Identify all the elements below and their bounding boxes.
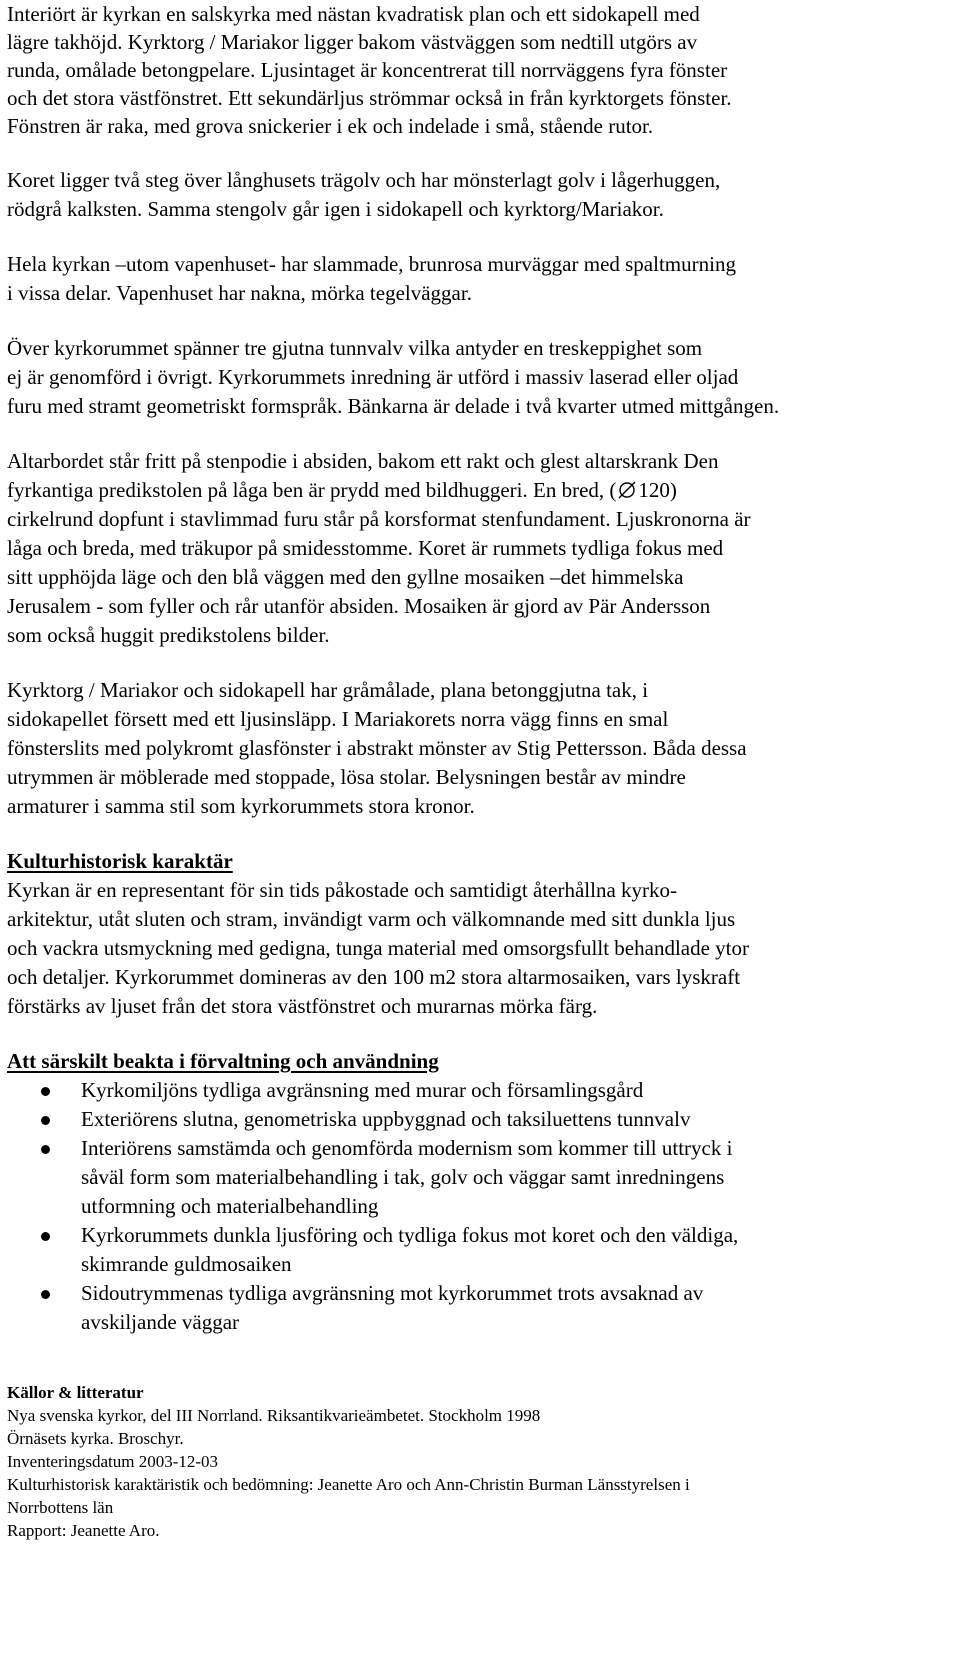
section-heading: Att särskilt beakta i förvaltning och användning [7, 1049, 439, 1073]
text-line: Kyrktorg / Mariakor och sidokapell har gråmålade, plana betonggjutna tak, i [7, 678, 649, 702]
text-line: fönsterslits med polykromt glasfönster i abstrakt mönster av Stig Pettersson. Båda dessa [7, 736, 747, 760]
paragraph-koret [7, 166, 953, 224]
list-item-text: avskiljande väggar [81, 1310, 240, 1334]
text-line: Jerusalem - som fyller och rår utanför absiden. Mosaiken är gjord av Pär Andersson [7, 594, 711, 618]
section-sources [7, 1381, 953, 1542]
text-line: furu med stramt geometriskt formspråk. Bänkarna är delade i två kvarter utmed mittgången. [7, 394, 780, 418]
text-line: cirkelrund dopfunt i stavlimmad furu står på korsformat stenfundament. Ljuskronorna är [7, 507, 751, 531]
list-item [7, 1134, 953, 1221]
source-line: Kulturhistorisk karaktäristik och bedömning: Jeanette Aro och Ann-Christin Burman Länsstyrelsen i [7, 1475, 690, 1494]
bullet-icon [41, 1116, 50, 1125]
spacer [7, 421, 953, 447]
section-kulturhistorisk [7, 847, 953, 1021]
spacer [7, 140, 953, 166]
spacer [7, 821, 953, 847]
spacer [7, 308, 953, 334]
text-line: rödgrå kalksten. Samma stengolv går igen i sidokapell och kyrktorg/Mariakor. [7, 197, 664, 221]
text-line: låga och breda, med träkupor på smidesstomme. Koret är rummets tydliga fokus med [7, 536, 724, 560]
text-line: som också huggit predikstolens bilder. [7, 623, 330, 647]
list-item-text: Sidoutrymmenas tydliga avgränsning mot kyrkorummet trots avsaknad av [81, 1281, 704, 1305]
text-line: Interiört är kyrkan en salskyrka med nästan kvadratisk plan och ett sidokapell med [7, 2, 700, 26]
text-line: och detaljer. Kyrkorummet domineras av den 100 m2 stora altarmosaiken, vars lyskraft [7, 965, 741, 989]
text-line: Altarbordet står fritt på stenpodie i absiden, bakom ett rakt och glest altarskrank Den [7, 449, 719, 473]
text-line: i vissa delar. Vapenhuset har nakna, mörka tegelväggar. [7, 281, 472, 305]
list-item [7, 1279, 953, 1337]
list-item [7, 1076, 953, 1105]
text-line: sitt upphöjda läge och den blå väggen med den gyllne mosaiken –det himmelska [7, 565, 684, 589]
list-item-text: Kyrkomiljöns tydliga avgränsning med murar och församlingsgård [81, 1078, 644, 1102]
bullet-icon [41, 1232, 50, 1241]
text-line [7, 476, 953, 505]
text-line: och det stora västfönstret. Ett sekundärljus strömmar också in från kyrktorgets fönster. [7, 86, 732, 110]
text-line: förstärks av ljuset från det stora västfönstret och murarnas mörka färg. [7, 994, 598, 1018]
list-item-text: skimrande guldmosaiken [81, 1252, 292, 1276]
text-line: ej är genomförd i övrigt. Kyrkorummets inredning är utförd i massiv laserad eller oljad [7, 365, 739, 389]
text-line: sidokapellet försett med ett ljusinsläpp. I Mariakorets norra vägg finns en smal [7, 707, 669, 731]
sources-title: Källor & litteratur [7, 1383, 144, 1402]
source-line: Inventeringsdatum 2003-12-03 [7, 1452, 219, 1471]
list-item-text: utformning och materialbehandling [81, 1194, 379, 1218]
spacer [7, 1337, 953, 1381]
paragraph-altar [7, 447, 953, 650]
text-line: Över kyrkorummet spänner tre gjutna tunnvalv vilka antyder en treskeppighet som [7, 336, 703, 360]
text-line: Kyrkan är en representant för sin tids påkostade och samtidigt återhållna kyrko- [7, 878, 678, 902]
paragraph-walls [7, 250, 953, 308]
bullet-icon [41, 1290, 50, 1299]
list-item-text: Exteriörens slutna, genometriska uppbyggnad och taksiluettens tunnvalv [81, 1107, 691, 1131]
diameter-symbol-icon [616, 481, 638, 499]
list-item [7, 1105, 953, 1134]
text-line: Hela kyrkan –utom vapenhuset- har slammade, brunrosa murväggar med spaltmurning [7, 252, 736, 276]
text-line: utrymmen är möblerade med stoppade, lösa stolar. Belysningen består av mindre [7, 765, 686, 789]
source-line: Rapport: Jeanette Aro. [7, 1521, 160, 1540]
spacer [7, 650, 953, 676]
text-line: Koret ligger två steg över långhusets trägolv och har mönsterlagt golv i lågerhuggen, [7, 168, 721, 192]
paragraph-vaults [7, 334, 953, 421]
paragraph-interior [7, 0, 953, 140]
bullet-list [7, 1076, 953, 1337]
text-line: armaturer i samma stil som kyrkorummets stora kronor. [7, 794, 475, 818]
text-segment: fyrkantiga predikstolen på låga ben är prydd med bildhuggeri. En bred, ( [7, 478, 617, 502]
source-line: Nya svenska kyrkor, del III Norrland. Riksantikvarieämbetet. Stockholm 1998 [7, 1406, 541, 1425]
text-line: runda, omålade betongpelare. Ljusintaget är koncentrerat till norrväggens fyra fönster [7, 58, 728, 82]
spacer [7, 1021, 953, 1047]
text-line: lägre takhöjd. Kyrktorg / Mariakor ligger bakom västväggen som nedtill utgörs av [7, 30, 698, 54]
list-item-text: såväl form som materialbehandling i tak, golv och väggar samt inredningens [81, 1165, 725, 1189]
paragraph-kyrktorg [7, 676, 953, 821]
list-item [7, 1221, 953, 1279]
spacer [7, 224, 953, 250]
text-line: och vackra utsmyckning med gedigna, tunga material med omsorgsfullt behandlade ytor [7, 936, 749, 960]
document-page [7, 0, 953, 1542]
list-item-text: Interiörens samstämda och genomförda modernism som kommer till uttryck i [81, 1136, 733, 1160]
text-segment: 120) [638, 478, 677, 502]
text-line: Fönstren är raka, med grova snickerier i ek och indelade i små, stående rutor. [7, 114, 654, 138]
bullet-icon [41, 1087, 50, 1096]
source-line: Örnäsets kyrka. Broschyr. [7, 1429, 184, 1448]
list-item-text: Kyrkorummets dunkla ljusföring och tydliga fokus mot koret och den väldiga, [81, 1223, 739, 1247]
source-line: Norrbottens län [7, 1498, 114, 1517]
text-line: arkitektur, utåt sluten och stram, invändigt varm och välkomnande med sitt dunkla ljus [7, 907, 736, 931]
section-beakta [7, 1047, 953, 1337]
bullet-icon [41, 1145, 50, 1154]
section-heading: Kulturhistorisk karaktär [7, 849, 233, 873]
